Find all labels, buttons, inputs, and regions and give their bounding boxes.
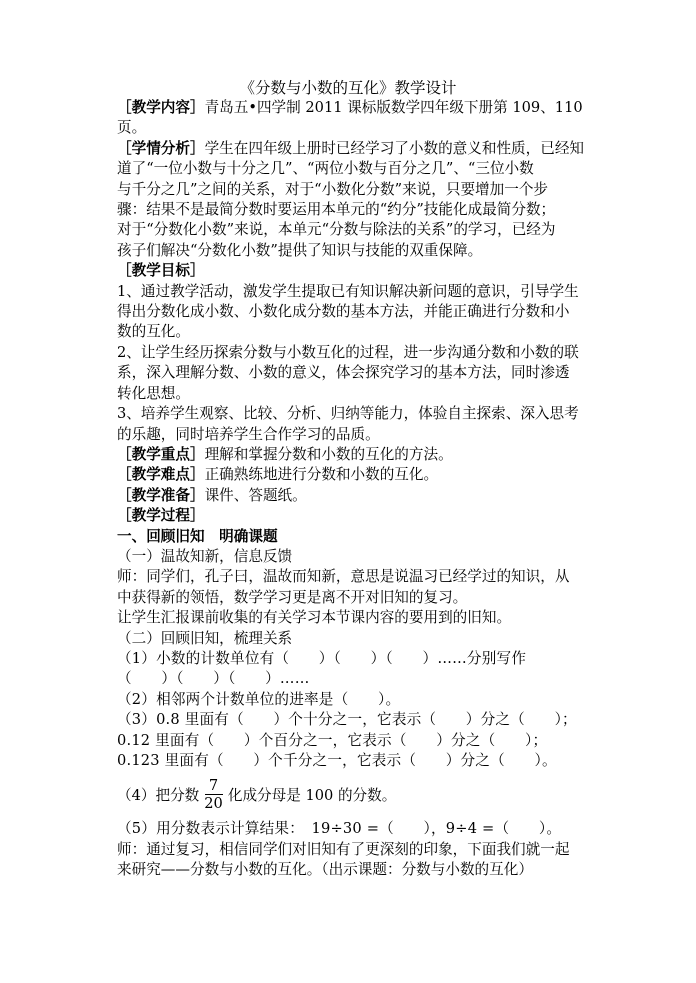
fraction-numerator: 7 [208,776,219,794]
key-point-paragraph [117,445,625,465]
fraction-denominator: 20 [204,794,223,812]
teacher-line: 来研究——分数与小数的互化。（出示课题：分数与小数的互化） [117,861,533,879]
report-line: 让学生汇报课前收集的有关学习本节课内容的要用到的旧知。 [117,609,512,627]
question-2: （2）相邻两个计数单位的进率是（ ）。 [117,690,401,708]
section-heading: 一、回顾旧知 明确课题 [117,527,278,545]
analysis-line: 道了“一位小数与十分之几”、“两位小数与百分之几”、“三位小数 [117,160,534,178]
question-3: （3）0.8 里面有（ ）个十分之一，它表示（ ）分之（ ）； [117,711,577,729]
question-1: （1）小数的计数单位有（ ）（ ）（ ）……分别写作 [117,649,527,667]
teacher-line: 师：通过复习，相信同学们对旧知有了更深刻的印象，下面我们就一起 [117,840,570,858]
analysis-label: ［学情分析］ [117,139,205,157]
analysis-line: 骤：结果不是最简分数时要运用本单元的“约分”技能化成最简分数； [117,201,556,219]
difficult-point-label: ［教学难点］ [117,466,205,484]
analysis-paragraph [117,139,625,159]
preparation-text: 课件、答题纸。 [204,486,307,504]
question-5: （5）用分数表示计算结果： 19÷30 =（ ），9÷4 =（ ）。 [117,820,562,838]
preparation-label: ［教学准备］ [117,486,205,504]
content-text: 青岛五•四学制 2011 课标版数学四年级下册第 109、110 [204,99,583,116]
goal-line: 2、让学生经历探索分数与小数互化的过程，进一步沟通分数和小数的联 [117,343,579,361]
key-point-text: 理解和掌握分数和小数的互化的方法。 [204,445,453,463]
question-3-line: 0.123 里面有（ ）个千分之一，它表示（ ）分之（ ）。 [117,752,557,769]
question-4-prefix: （4）把分数 [117,786,200,804]
analysis-line: 孩子们解决“分数化小数”提供了知识与技能的双重保障。 [117,241,483,259]
question-1-continued: （ ）（ ）（ ）…… [117,670,310,688]
goal-line: 得出分数化成小数、小数化成分数的基本方法，并能正确进行分数和小 [117,303,570,321]
analysis-line: 与千分之几”之间的关系，对于“小数化分数”来说，只要增加一个步 [117,180,549,198]
key-point-label: ［教学重点］ [117,445,205,463]
teacher-line: 师：同学们，孔子曰，温故而知新，意思是说温习已经学过的知识，从 [117,568,570,586]
goal-line: 转化思想。 [117,384,190,402]
question-3-line: 0.12 里面有（ ）个百分之一，它表示（ ）分之（ ）； [117,731,548,749]
content-text-continued: 页。 [117,119,147,137]
goal-line: 3、培养学生观察、比较、分析、归纳等能力，体验自主探索、深入思考 [117,405,579,423]
fraction [203,777,224,812]
question-4-suffix: 化成分母是 100 的分数。 [227,786,397,804]
goals-label: ［教学目标］ [117,262,205,280]
content-paragraph [117,98,625,118]
analysis-line: 学生在四年级上册时已经学习了小数的意义和性质，已经知 [204,139,585,157]
analysis-line: 对于“分数化小数”来说，本单元“分数与除法的关系”的学习，已经为 [117,221,556,239]
goal-line: 的乐趣，同时培养学生合作学习的品质。 [117,425,380,443]
goal-line: 1、通过教学活动，激发学生提取已有知识解决新问题的意识，引导学生 [117,282,579,300]
content-label: ［教学内容］ [117,99,205,116]
question-4 [117,771,625,817]
preparation-paragraph [117,486,625,506]
difficult-point-paragraph [117,465,625,485]
difficult-point-text: 正确熟练地进行分数和小数的互化。 [204,466,439,484]
teacher-line: 中获得新的领悟，数学学习更是离不开对旧知的复习。 [117,588,468,606]
process-label: ［教学过程］ [117,507,205,525]
goal-line: 数的互化。 [117,323,190,341]
subsection-heading: （二）回顾旧知，梳理关系 [117,629,293,647]
document-title: 《分数与小数的互化》教学设计 [239,79,457,97]
subsection-heading: （一）温故知新，信息反馈 [117,547,293,565]
goal-line: 系，深入理解分数、小数的意义，体会探究学习的基本方法，同时渗透 [117,364,570,382]
document-body [117,98,625,881]
